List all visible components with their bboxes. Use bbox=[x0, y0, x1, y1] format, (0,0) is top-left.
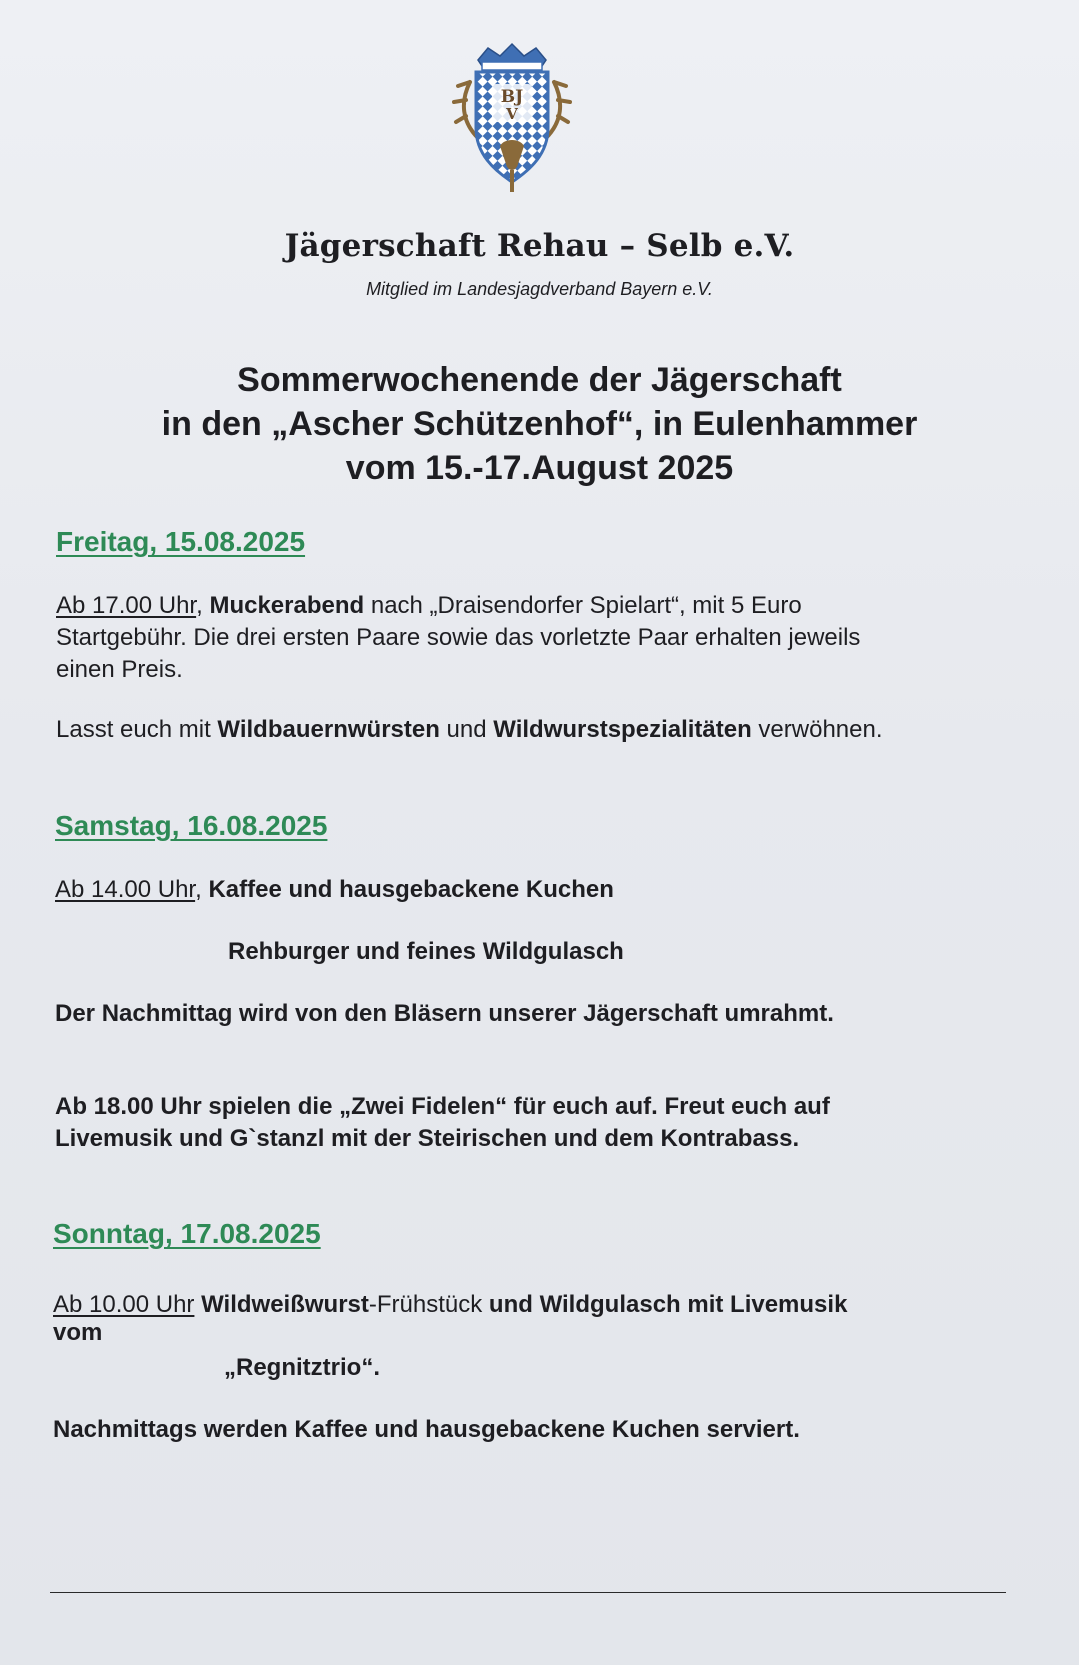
svg-text:V: V bbox=[506, 105, 518, 123]
separator: , bbox=[195, 876, 209, 903]
title-line: in den „Ascher Schützenhof“, in Eulenhammer bbox=[161, 405, 918, 443]
text-line bbox=[56, 590, 860, 622]
friday-paragraph-1 bbox=[56, 590, 860, 686]
saturday-paragraph-2: Rehburger und feines Wildgulasch bbox=[228, 938, 624, 965]
saturday-paragraph-1 bbox=[55, 874, 614, 906]
time-label: Ab 14.00 Uhr bbox=[55, 876, 196, 903]
text-line: vom bbox=[53, 1319, 103, 1346]
saturday-heading: Samstag, 16.08.2025 bbox=[55, 810, 328, 841]
highlight-text: Wildbauernwürsten bbox=[217, 716, 440, 743]
time-label: Ab 17.00 Uhr bbox=[56, 592, 197, 619]
highlight-text: Kaffee und hausgebackene Kuchen bbox=[208, 876, 614, 903]
saturday-paragraph-4 bbox=[55, 1091, 830, 1155]
time-label: Ab 10.00 Uhr bbox=[53, 1291, 195, 1318]
sunday-paragraph-3: Nachmittags werden Kaffee und hausgebackene Kuchen serviert. bbox=[53, 1416, 800, 1443]
highlight-text: und Wildgulasch mit Livemusik bbox=[488, 1291, 848, 1318]
highlight-text: Wildwurstspezialitäten bbox=[493, 716, 752, 743]
friday-heading: Freitag, 15.08.2025 bbox=[56, 526, 306, 557]
sunday-heading: Sonntag, 17.08.2025 bbox=[53, 1218, 321, 1249]
separator: , bbox=[196, 592, 210, 619]
friday-paragraph-2 bbox=[56, 714, 883, 746]
text-line: Livemusik und G`stanzl mit der Steirischen und dem Kontrabass. bbox=[55, 1125, 800, 1152]
text-line: einen Preis. bbox=[56, 656, 183, 683]
text-line bbox=[53, 1289, 847, 1321]
body-text: nach „Draisendorfer Spielart“, mit 5 Euro bbox=[364, 592, 802, 619]
highlight-text: Muckerabend bbox=[209, 592, 365, 619]
body-text: und bbox=[439, 716, 494, 743]
svg-text:BJ: BJ bbox=[500, 87, 524, 107]
text-line: Startgebühr. Die drei ersten Paare sowie das vorletzte Paar erhalten jeweils bbox=[56, 624, 861, 651]
body-text: Lasst euch mit bbox=[56, 716, 218, 743]
saturday-paragraph-3: Der Nachmittag wird von den Bläsern unserer Jägerschaft umrahmt. bbox=[55, 1000, 834, 1027]
highlight-text: Wildweißwurst bbox=[201, 1291, 369, 1318]
bjv-crest-icon bbox=[448, 42, 576, 202]
body-text: -Frühstück bbox=[368, 1291, 489, 1318]
footer-divider bbox=[50, 1592, 1006, 1593]
title-line: Sommerwochenende der Jägerschaft bbox=[237, 361, 842, 399]
event-title bbox=[0, 358, 1079, 490]
sunday-paragraph-2: „Regnitztrio“. bbox=[224, 1354, 380, 1381]
sunday-paragraph-1 bbox=[53, 1289, 847, 1345]
organization-name: Jägerschaft Rehau – Selb e.V. bbox=[284, 228, 795, 264]
title-line: vom 15.-17.August 2025 bbox=[345, 449, 734, 487]
body-text: verwöhnen. bbox=[751, 716, 883, 743]
organization-subtitle: Mitglied im Landesjagdverband Bayern e.V. bbox=[366, 279, 713, 299]
text-line: Ab 18.00 Uhr spielen die „Zwei Fidelen“ für euch auf. Freut euch auf bbox=[55, 1093, 830, 1120]
